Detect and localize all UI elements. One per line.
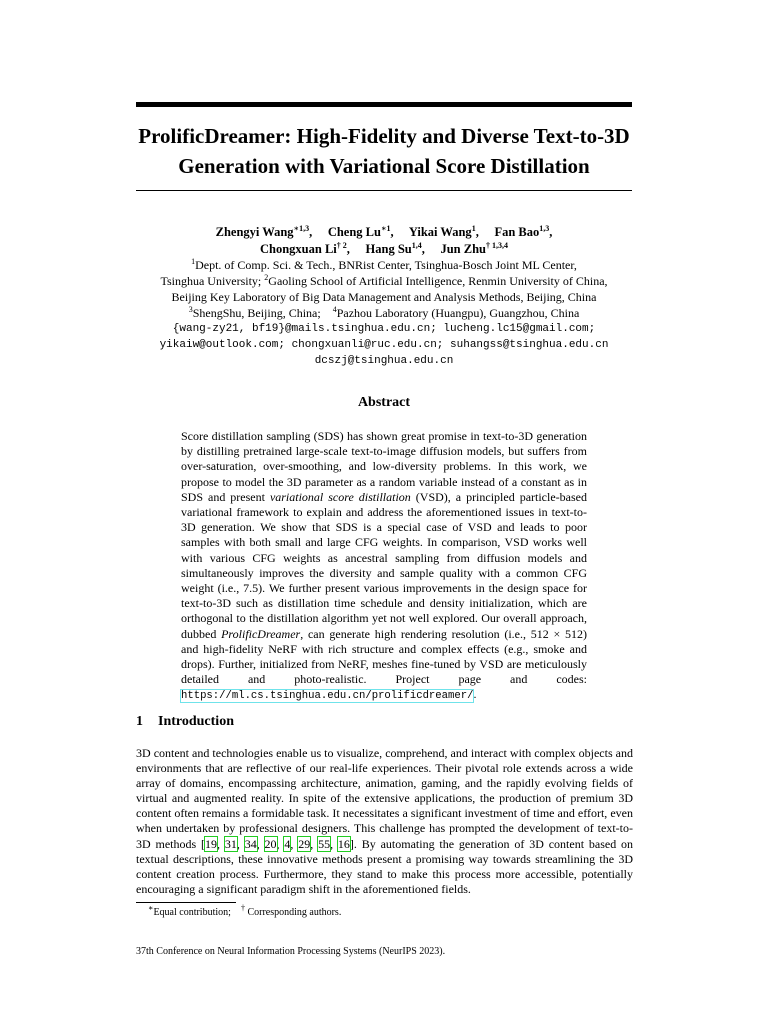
intro-text: 3D content and technologies enable us to visualize, comprehend, and interact with complex objects and environments that are reflective of our real-life experiences. Their pivotal role extends across a wide array of domains, encompassing architecture, animation, gaming, and the rapidly evolving fields of virtual and augmented reality. In spite of the extensive applications, the production of premium 3D content often remains a formidable task. It necessitates a significant investment of time and effort, even when undertaken by professional designers. This challenge has prompted the development of text-to-3D methods xyxy=(136,746,633,851)
author-sup: † 1,3,4 xyxy=(486,240,509,250)
affiliation-line xyxy=(100,305,668,321)
citation-link[interactable]: 19 xyxy=(205,836,218,851)
title-top-rule xyxy=(136,102,632,107)
affil-sup: 3 xyxy=(188,305,193,314)
author-sup: ∗1 xyxy=(380,223,391,233)
footnote xyxy=(148,903,342,918)
venue-note: 37th Conference on Neural Information Processing Systems (NeurIPS 2023). xyxy=(136,946,446,957)
author-name: Yikai Wang xyxy=(408,225,472,239)
abstract-body xyxy=(181,429,587,705)
paper-title xyxy=(120,121,648,181)
intro-text: . By automating the generation of 3D content based on textual descriptions, these innovative methods present a promising way towards streamlining the 3D content creation process. Furthermore, they stand to make this process more accessible, potentially encouraging a significant paradigm shift in the aforementioned fields. xyxy=(136,836,634,896)
project-page-link[interactable]: https://ml.cs.tsinghua.edu.cn/prolificdreamer/ xyxy=(181,690,474,703)
abstract-text: (VSD), a principled particle-based variational framework to explain and address the aforementioned issues in text-to-3D generation. We show that SDS is a special case of VSD and leads to poor samples with both small and large CFG weights. In comparison, VSD works well with various CFG weights as ancestral sampling from diffusion models and simultaneously improves the diversity and sample quality with a common CFG weight (i.e., 7.5). We further present various improvements in the design space for text-to-3D such as distillation time schedule and density initialization, which are orthogonal to the distillation algorithm yet not well explored. Our overall approach, dubbed xyxy=(181,489,587,641)
title-line-2: Generation with Variational Score Distillation xyxy=(178,154,590,178)
abstract-emphasis: variational score distillation xyxy=(269,489,411,504)
title-line-1: ProlificDreamer: High-Fidelity and Diverse Text-to-3D xyxy=(138,124,630,148)
affiliation-line: Beijing Key Laboratory of Big Data Management and Analysis Methods, Beijing, China xyxy=(171,290,597,304)
footnote-mark: † xyxy=(240,903,245,913)
affil-text: ShengShu, Beijing, China; xyxy=(192,306,321,320)
affil-text: Dept. of Comp. Sci. & Tech., BNRist Center, Tsinghua-Bosch Joint ML Center, xyxy=(195,258,577,272)
footnote-text: Equal contribution; xyxy=(153,907,231,918)
title-bottom-rule xyxy=(136,190,632,191)
affil-sup: 4 xyxy=(332,305,337,314)
author-sup: † 2 xyxy=(336,240,347,250)
author-name: Hang Su xyxy=(365,242,412,256)
abstract-text: . xyxy=(473,687,477,702)
affil-sup: 1 xyxy=(191,257,196,266)
author-name: Jun Zhu xyxy=(440,242,487,256)
footnote-mark: ∗ xyxy=(148,903,154,913)
affil-text: Pazhou Laboratory (Huangpu), Guangzhou, China xyxy=(336,306,580,320)
author-sup: ∗1,3 xyxy=(293,223,310,233)
abstract-text: Score distillation sampling (SDS) has shown great promise in text-to-3D generation by distilling pretrained large-scale text-to-image diffusion models, but suffers from over-saturation, over-smoothing, and low-diversity problems. In this work, we propose to model the 3D parameter as a random variable instead of a constant as in SDS and present xyxy=(181,429,587,504)
section-title: Introduction xyxy=(158,714,234,729)
author-name: Zhengyi Wang xyxy=(215,225,294,239)
email-line: yikaiw@outlook.com; chongxuanli@ruc.edu.cn; suhangss@tsinghua.edu.cn xyxy=(159,339,609,351)
affil-sup: 2 xyxy=(264,273,269,282)
author-sup: 1,3 xyxy=(539,223,550,233)
author-line-1: Zhengyi Wang$^{∗1,3}$, Cheng $Lu^{∗1}$, Yikai Wang$^1$, Fan Bao$^{1,3}$, xyxy=(215,223,553,239)
citation-link[interactable]: 31 xyxy=(224,836,237,851)
citation-link[interactable]: 29 xyxy=(298,836,311,851)
footnote-text: Corresponding authors. xyxy=(247,907,342,918)
author-sup: 1,4 xyxy=(411,240,422,250)
author-sup: 1 xyxy=(471,223,476,233)
affil-text: Tsinghua University; xyxy=(160,274,262,288)
author-line-2: Chongxuan Li$^{\dagger 2}$, Hang Su$^{1,4}$, Jun Zhu$^{\dagger 1,3,4}$ xyxy=(259,240,509,256)
introduction-paragraph: 3D content and technologies enable us to visualize, comprehend, and interact with complex objects and environments that are reflective of our real-life experiences. Their pivotal role extends across a wide array of domains, encompassing architecture, animation, gaming, and the rapidly evolving fields of virtual and augmented reality. In spite of the extensive applications, the production of premium 3D content often remains a formidable task. It necessitates a significant investment of time and effort, even when undertaken by professional designers. This challenge has prompted the development of text-to-3D methods [19, 31, 34, 20, 4, 29, 55, 16]. By automating the generation of 3D content based on textual descriptions, these innovative methods present a promising way towards streamlining the 3D content creation process. Furthermore, they stand to make this process more accessible, potentially encouraging a significant paradigm shift in the aforementioned fields. xyxy=(136,746,634,896)
email-line: dcszj@tsinghua.edu.cn xyxy=(314,355,454,367)
citation-link[interactable]: 34 xyxy=(244,836,257,851)
affiliations xyxy=(100,257,668,369)
email-line: {wang-zy21, bf19}@mails.tsinghua.edu.cn; lucheng.lc15@gmail.com; xyxy=(172,323,596,335)
abstract-heading: Abstract xyxy=(357,395,411,410)
section-number: 1 xyxy=(136,714,143,729)
affiliation-line xyxy=(100,273,668,289)
author-name: Cheng Lu xyxy=(327,225,381,239)
affiliation-line xyxy=(100,257,668,273)
author-name: Fan Bao xyxy=(494,225,540,239)
abstract-emphasis: ProlificDreamer xyxy=(221,626,301,641)
author-name: Chongxuan Li xyxy=(259,242,337,256)
citation-link[interactable]: 16 xyxy=(337,836,350,851)
author-list xyxy=(110,224,658,258)
citation-link[interactable]: 4 xyxy=(284,836,291,851)
citation-link[interactable]: 20 xyxy=(264,836,277,851)
section-heading xyxy=(136,714,234,730)
abstract-text: , can generate high rendering resolution (i.e., 512 × 512) and high-fidelity NeRF with rich structure and complex effects (e.g., smoke and drops). Further, initialized from NeRF, meshes fine-tuned by VSD are meticulously detailed and photo-realistic. Project page and codes: xyxy=(181,626,588,687)
citation-link[interactable]: 55 xyxy=(318,836,331,851)
affil-text: Gaoling School of Artificial Intelligence, Renmin University of China, xyxy=(268,274,608,288)
